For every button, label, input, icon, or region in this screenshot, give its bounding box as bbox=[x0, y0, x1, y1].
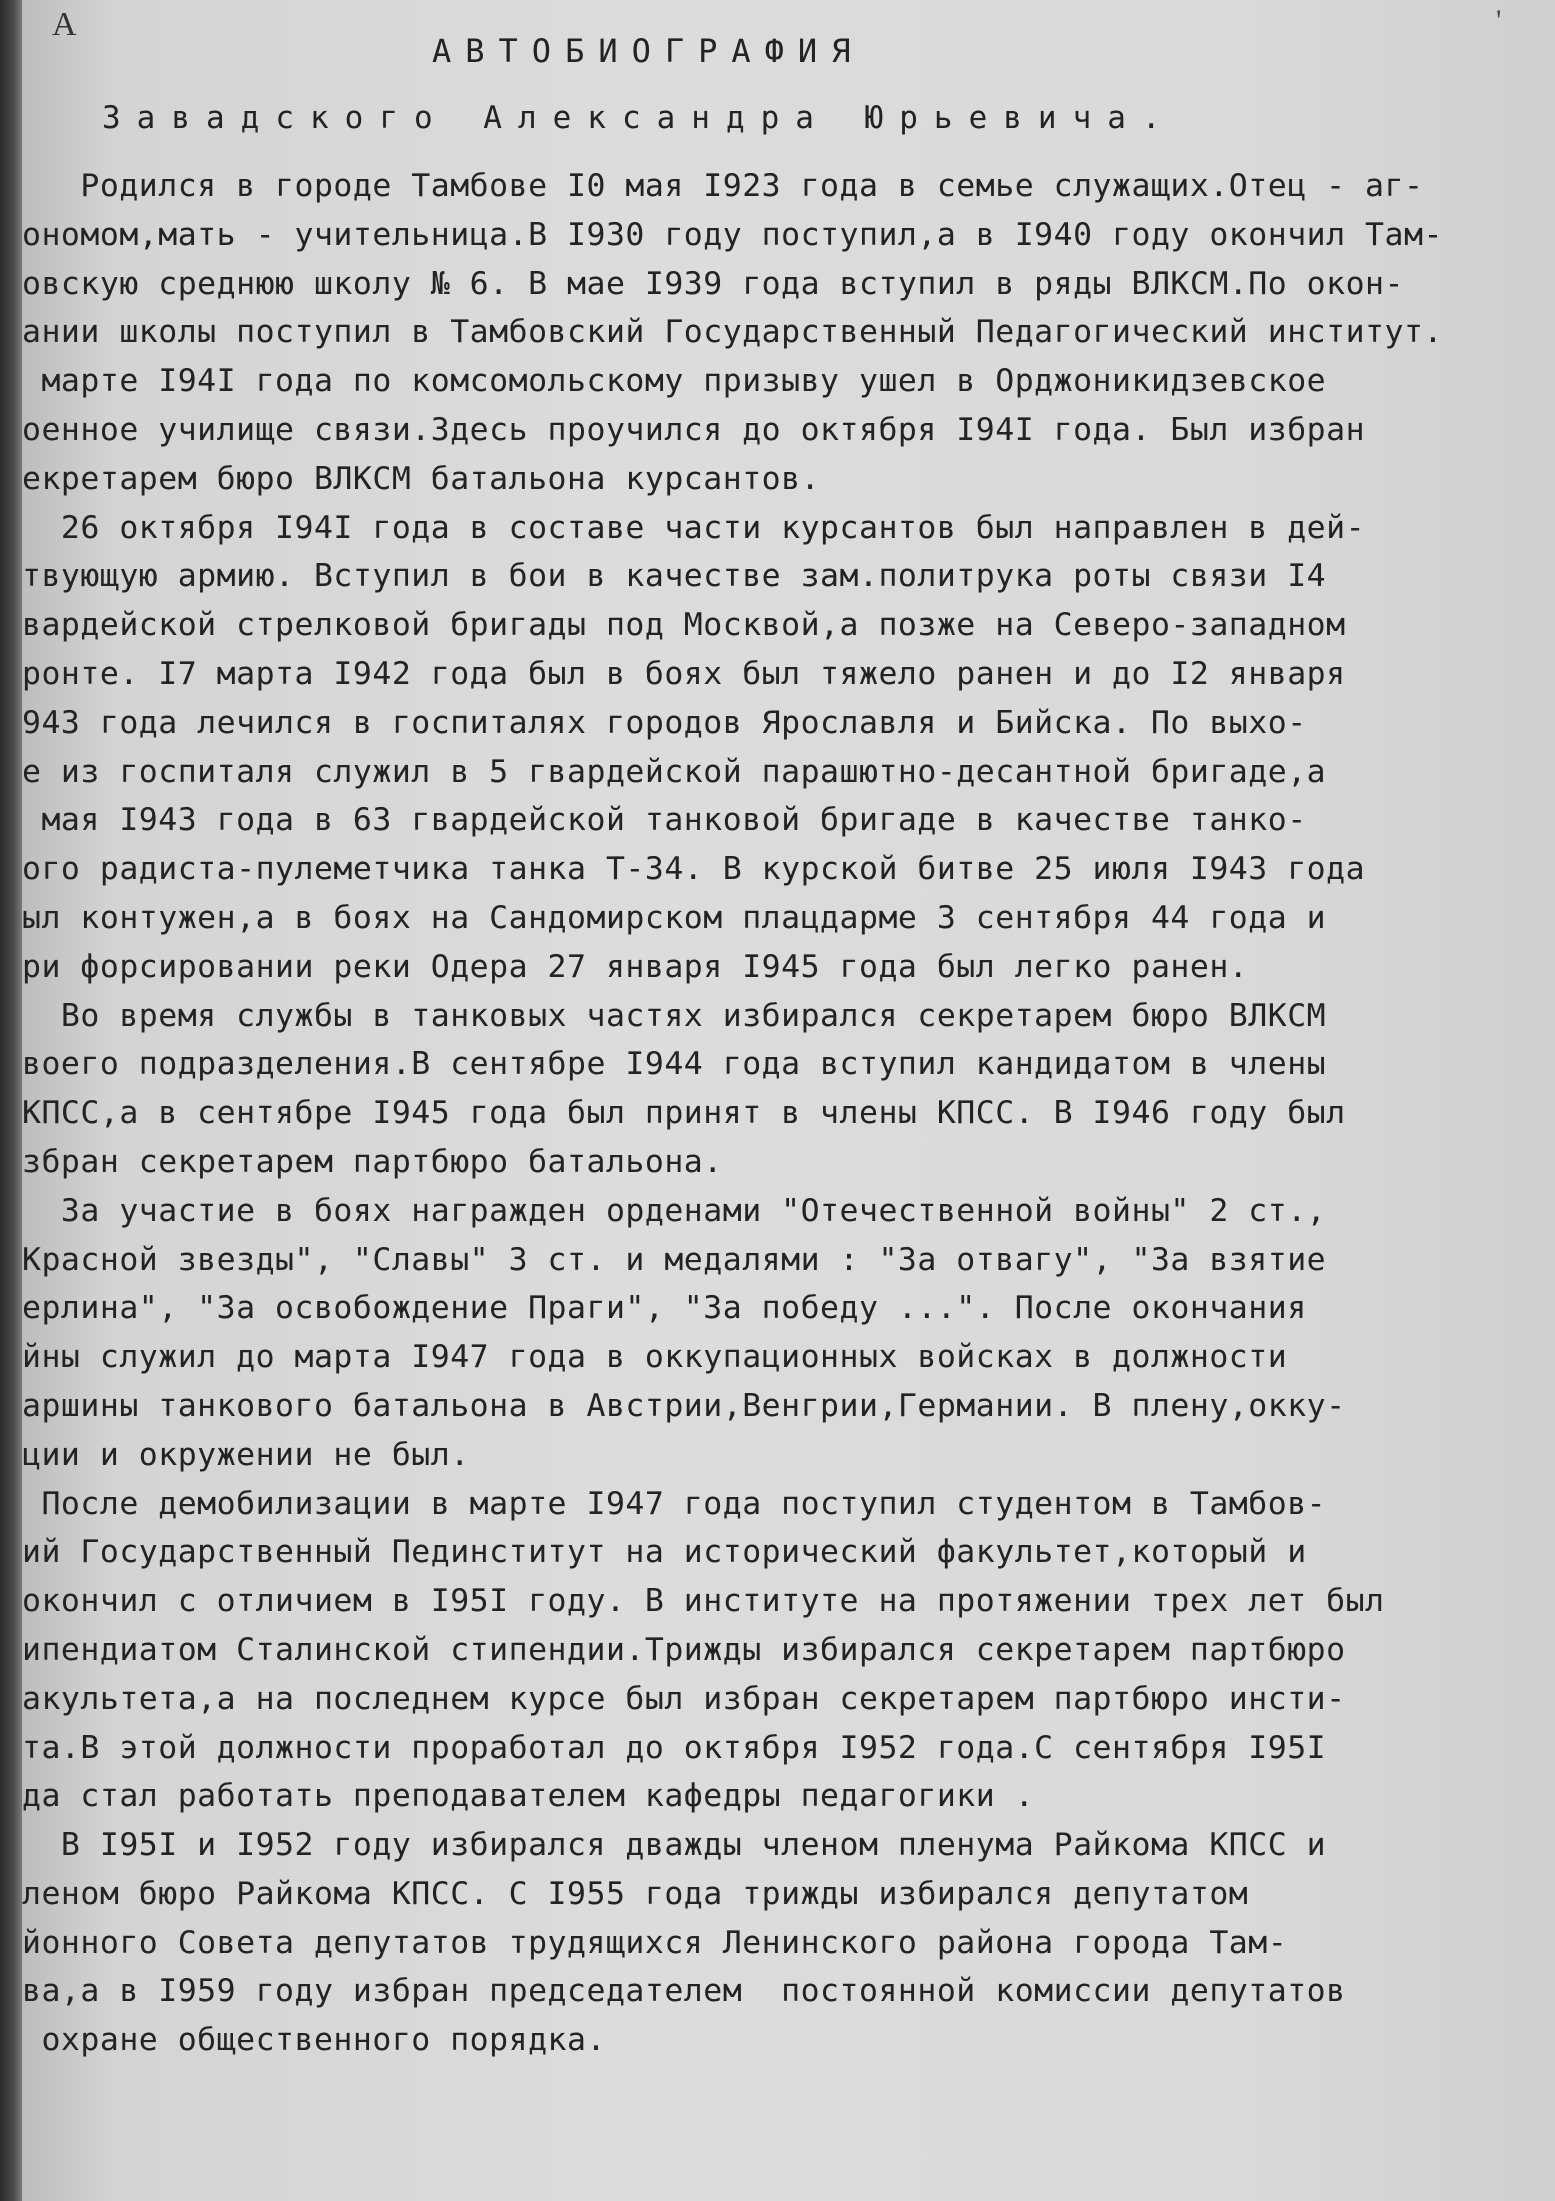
text-line: Красной звезды", "Славы" 3 ст. и медалями : "За отвагу", "За взятие bbox=[22, 1241, 1327, 1278]
document-body bbox=[22, 162, 1555, 2065]
text-line: окончил с отличием в I95I году. В институте на протяжении трех лет был bbox=[22, 1583, 1385, 1620]
text-line: збран секретарем партбюро батальона. bbox=[22, 1143, 723, 1180]
text-line: Во время службы в танковых частях избирался секретарем бюро ВЛКСМ bbox=[22, 997, 1327, 1034]
text-line: 943 года лечился в госпиталях городов Ярославля и Бийска. По выхо- bbox=[22, 704, 1307, 741]
text-line: да стал работать преподавателем кафедры педагогики . bbox=[22, 1778, 1035, 1815]
text-line: ий Государственный Пединститут на исторический факультет,который и bbox=[22, 1534, 1307, 1571]
corner-mark-left: А bbox=[52, 6, 77, 43]
document-subtitle: Завадского Александра Юрьевича. bbox=[102, 100, 1177, 136]
text-line: ыл контужен,а в боях на Сандомирском плацдарме 3 сентября 44 года и bbox=[22, 899, 1327, 936]
text-line: ва,а в I959 году избран председателем постоянной комиссии депутатов bbox=[22, 1973, 1346, 2010]
text-line: ании школы поступил в Тамбовский Государственный Педагогический институт. bbox=[22, 314, 1443, 351]
text-line: ерлина", "За освобождение Праги", "За победу ...". После окончания bbox=[22, 1290, 1307, 1327]
text-line: е из госпиталя служил в 5 гвардейской парашютно-десантной бригаде,а bbox=[22, 753, 1327, 790]
document-page bbox=[22, 0, 1555, 2201]
text-line: охране общественного порядка. bbox=[22, 2022, 606, 2059]
text-line: йонного Совета депутатов трудящихся Ленинского района города Там- bbox=[22, 1924, 1288, 1961]
text-line: В I95I и I952 году избирался дважды членом пленума Райкома КПСС и bbox=[22, 1827, 1327, 1864]
corner-mark-right: ' bbox=[1496, 4, 1502, 37]
text-line: вардейской стрелковой бригады под Москвой,а позже на Северо-западном bbox=[22, 607, 1346, 644]
text-line: ипендиатом Сталинской стипендии.Трижды избирался секретарем партбюро bbox=[22, 1631, 1346, 1668]
text-line: После демобилизации в марте I947 года поступил студентом в Тамбов- bbox=[22, 1485, 1327, 1522]
text-line: 26 октября I94I года в составе части курсантов был направлен в дей- bbox=[22, 509, 1366, 546]
text-line: За участие в боях награжден орденами "Отечественной войны" 2 ст., bbox=[22, 1192, 1327, 1229]
text-line: марте I94I года по комсомольскому призыву ушел в Орджоникидзевское bbox=[22, 363, 1327, 400]
text-line: та.В этой должности проработал до октября I952 года.С сентября I95I bbox=[22, 1729, 1327, 1766]
text-line: ронте. I7 марта I942 года был в боях был тяжело ранен и до I2 января bbox=[22, 655, 1346, 692]
text-line: КПСС,а в сентябре I945 года был принят в члены КПСС. В I946 году был bbox=[22, 1095, 1346, 1132]
text-line: леном бюро Райкома КПСС. С I955 года трижды избирался депутатом bbox=[22, 1875, 1249, 1912]
text-line: оенное училище связи.Здесь проучился до октября I94I года. Был избран bbox=[22, 411, 1366, 448]
text-line: твующую армию. Вступил в бои в качестве зам.политрука роты связи I4 bbox=[22, 558, 1327, 595]
text-line: мая I943 года в 63 гвардейской танковой бригаде в качестве танко- bbox=[22, 802, 1307, 839]
text-line: ри форсировании реки Одера 27 января I945 года был легко ранен. bbox=[22, 948, 1249, 985]
text-line: акультета,а на последнем курсе был избран секретарем партбюро инсти- bbox=[22, 1680, 1346, 1717]
text-line: аршины танкового батальона в Австрии,Венгрии,Германии. В плену,окку- bbox=[22, 1387, 1346, 1424]
text-line: воего подразделения.В сентябре I944 года вступил кандидатом в члены bbox=[22, 1046, 1327, 1083]
text-line: овскую среднюю школу № 6. В мае I939 года вступил в ряды ВЛКСМ.По окон- bbox=[22, 265, 1404, 302]
binding-edge bbox=[0, 0, 22, 2201]
text-line: Родился в городе Тамбове I0 мая I923 года в семье служащих.Отец - аг- bbox=[22, 168, 1424, 204]
text-line: екретарем бюро ВЛКСМ батальона курсантов. bbox=[22, 460, 821, 497]
text-line: йны служил до марта I947 года в оккупационных войсках в должности bbox=[22, 1339, 1288, 1376]
text-line: ции и окружении не был. bbox=[22, 1436, 470, 1473]
document-title: АВТОБИОГРАФИЯ bbox=[432, 32, 865, 70]
text-line: ого радиста-пулеметчика танка Т-34. В курской битве 25 июля I943 года bbox=[22, 851, 1366, 888]
text-line: ономом,мать - учительница.В I930 году поступил,а в I940 году окончил Там- bbox=[22, 216, 1443, 253]
